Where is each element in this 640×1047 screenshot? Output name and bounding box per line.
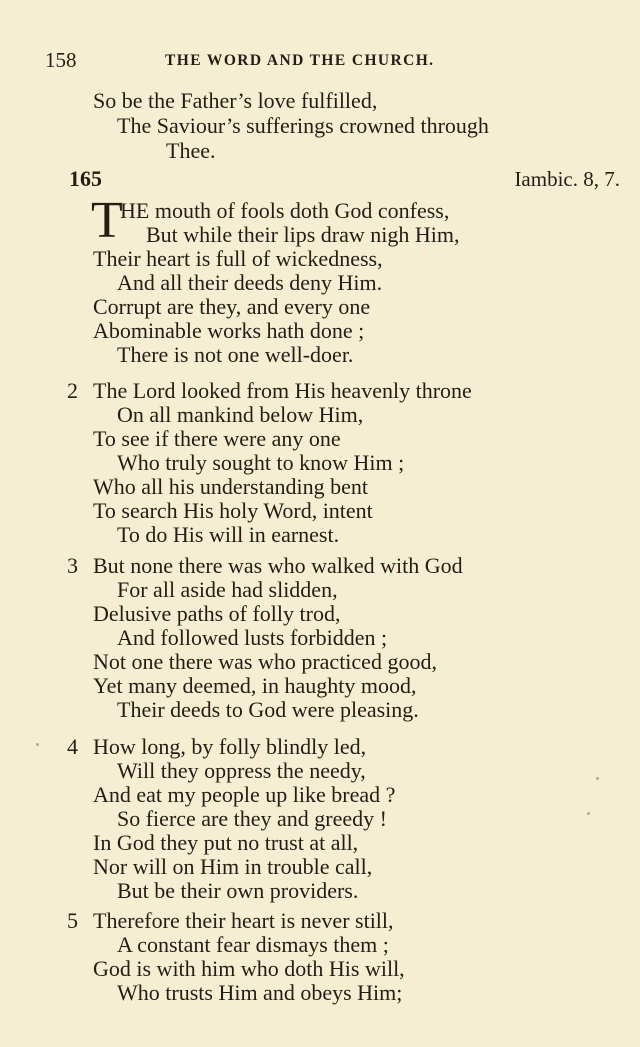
verse-line: Delusive paths of folly trod, (93, 601, 341, 626)
verse-line: Who trusts Him and obeys Him; (117, 980, 403, 1005)
page-header (45, 48, 605, 78)
verse-line: Who truly sought to know Him ; (117, 450, 405, 475)
verse-line: And eat my people up like bread ? (93, 782, 396, 807)
verse-line: HE mouth of fools doth God confess, (120, 198, 450, 223)
verse-line: Not one there was who practiced good, (93, 649, 437, 674)
verse-line: Yet many deemed, in haughty mood, (93, 673, 417, 698)
verse-line: Will they oppress the needy, (117, 758, 366, 783)
verse-number: 5 (67, 908, 78, 933)
prev-hymn-line: So be the Father’s love fulfilled, (93, 88, 378, 113)
verse-line: In God they put no trust at all, (93, 830, 359, 855)
verse-number: 4 (67, 734, 78, 759)
prev-hymn-line: Thee. (166, 138, 216, 163)
verse-line: To search His holy Word, intent (93, 498, 373, 523)
verse-line: There is not one well-doer. (117, 342, 354, 367)
verse-line: But while their lips draw nigh Him, (146, 222, 460, 247)
verse-line: Nor will on Him in trouble call, (93, 854, 373, 879)
page-number: 158 (45, 48, 77, 72)
verse-line: How long, by folly blindly led, (93, 734, 367, 759)
verse-line: Who all his understanding bent (93, 474, 368, 499)
hymn-number: 165 (69, 166, 102, 191)
paper-speck (587, 812, 590, 815)
running-head: THE WORD AND THE CHURCH. (165, 52, 435, 69)
drop-cap: T (91, 192, 123, 249)
verse-line: Their deeds to God were pleasing. (117, 697, 419, 722)
verse-line: For all aside had slidden, (117, 577, 338, 602)
verse-line: To see if there were any one (93, 426, 341, 451)
verse-line: Therefore their heart is never still, (93, 908, 394, 933)
verse-line: God is with him who doth His will, (93, 956, 405, 981)
verse-line: On all mankind below Him, (117, 402, 364, 427)
verse-line: Abominable works hath done ; (93, 318, 365, 343)
verse-line: And followed lusts forbidden ; (117, 625, 388, 650)
verse-line: But be their own providers. (117, 878, 359, 903)
verse-line: And all their deeds deny Him. (117, 270, 383, 295)
hymn-meter: Iambic. 8, 7. (514, 167, 620, 191)
verse-line: To do His will in earnest. (117, 522, 340, 547)
verse-number: 3 (67, 553, 78, 578)
prev-hymn-line: The Saviour’s sufferings crowned through (117, 113, 489, 138)
verse-line: So fierce are they and greedy ! (117, 806, 387, 831)
verse-line: Corrupt are they, and every one (93, 294, 371, 319)
verse-line: A constant fear dismays them ; (117, 932, 389, 957)
verse-line: But none there was who walked with God (93, 553, 463, 578)
verse-line: Their heart is full of wickedness, (93, 246, 383, 271)
verse-line: The Lord looked from His heavenly throne (93, 378, 472, 403)
paper-speck (596, 777, 599, 780)
verse-number: 2 (67, 378, 78, 403)
paper-speck (36, 743, 39, 746)
